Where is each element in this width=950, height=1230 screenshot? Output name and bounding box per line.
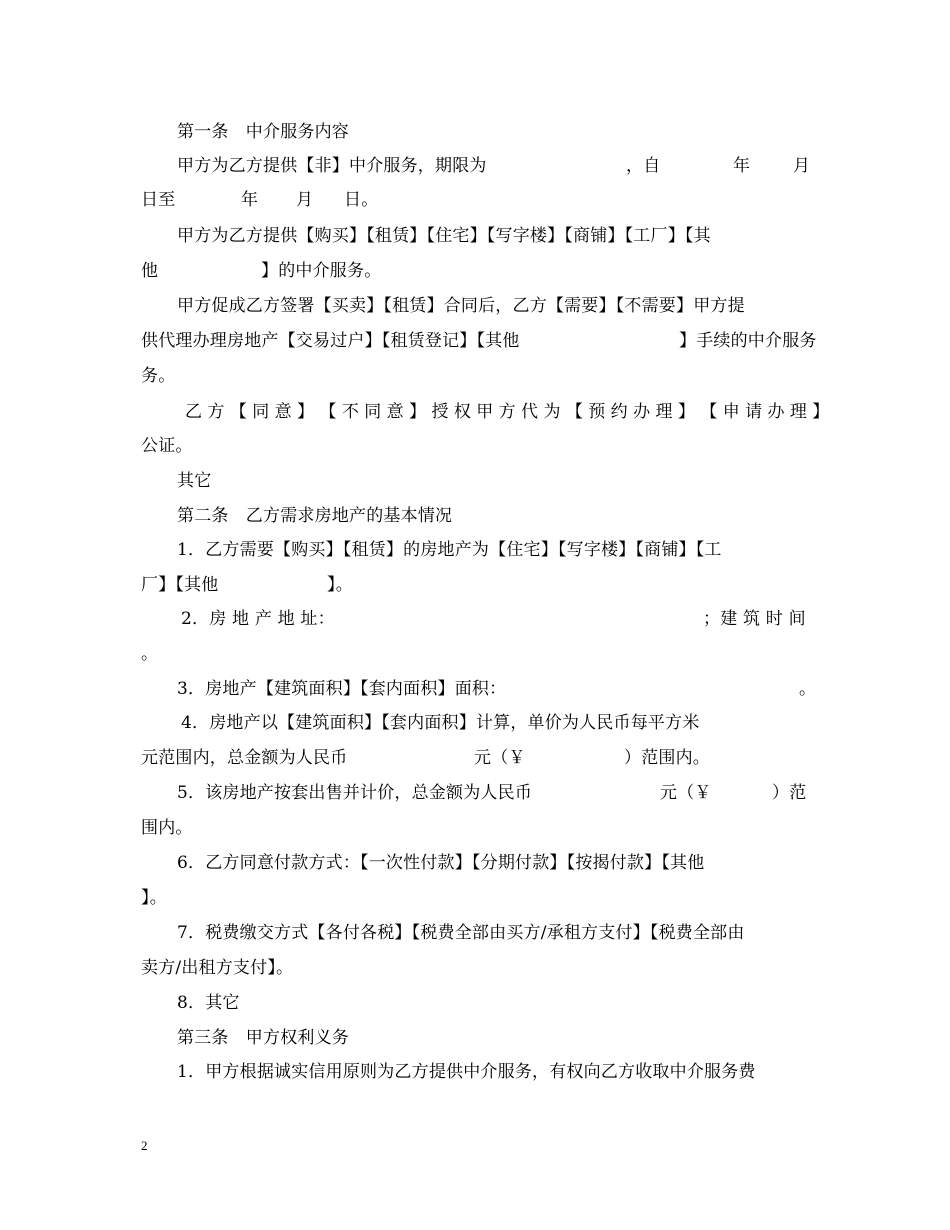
text-fragment: 2．房 地 产 地 址：	[181, 609, 335, 629]
text-line: 乙 方 【 同 意 】 【 不 同 意 】 授 权 甲 方 代 为 【 预 约 办 理 】 【 申 请 办 理 】	[185, 402, 830, 422]
text-fragment: 。	[141, 644, 159, 664]
text-fragment: ；建 筑 时 间	[703, 609, 806, 629]
text-line: 卖方/出租方支付】。	[141, 958, 294, 978]
text-fragment: 厂】【其他	[141, 575, 219, 595]
text-fragment: 年	[241, 190, 259, 210]
text-fragment: 他	[141, 261, 159, 281]
text-line: 务。	[141, 366, 176, 386]
text-fragment: 元（￥	[660, 783, 712, 803]
text-fragment: 】手续的中介服务	[679, 331, 817, 351]
text-fragment: ）范围内。	[624, 748, 710, 768]
text-fragment: 日。	[344, 190, 379, 210]
text-fragment: 】。	[327, 575, 353, 595]
text-fragment: 日至	[141, 190, 176, 210]
text-line: 公证。	[141, 436, 193, 456]
text-line: 1．乙方需要【购买】【租赁】的房地产为【住宅】【写字楼】【商铺】【工	[177, 540, 722, 560]
text-line: 4．房地产以【建筑面积】【套内面积】计算，单价为人民币每平方米	[181, 713, 700, 733]
text-fragment: 元（￥	[474, 748, 526, 768]
article-1-heading: 第一条 中介服务内容	[177, 122, 349, 142]
page-number: 2	[141, 1138, 148, 1153]
text-line: 】。	[141, 888, 167, 908]
text-line: 其它	[177, 471, 212, 491]
text-line: 7．税费缴交方式【各付各税】【税费全部由买方/承租方支付】【税费全部由	[177, 923, 745, 943]
text-line: 8．其它	[177, 993, 240, 1013]
text-fragment: 供代理办理房地产【交易过户】【租赁登记】【其他	[141, 331, 520, 351]
text-line: 甲方促成乙方签署【买卖】【租赁】合同后，乙方【需要】【不需要】甲方提	[177, 296, 745, 316]
text-fragment: 月	[793, 156, 811, 176]
text-line: 1．甲方根据诚实信用原则为乙方提供中介服务，有权向乙方收取中介服务费	[177, 1062, 756, 1082]
text-fragment: 月	[296, 190, 314, 210]
text-fragment: 。	[799, 679, 817, 699]
article-3-heading: 第三条 甲方权利义务	[177, 1028, 349, 1048]
text-fragment: 】的中介服务。	[261, 261, 382, 281]
text-fragment: 元范围内，总金额为人民币	[141, 748, 348, 768]
text-line: 甲方为乙方提供【非】中介服务，期限为	[177, 156, 487, 176]
text-fragment: ，自	[626, 156, 661, 176]
text-line: 围内。	[141, 818, 193, 838]
text-fragment: 5．该房地产按套出售并计价，总金额为人民币	[177, 783, 533, 803]
text-fragment: 3．房地产【建筑面积】【套内面积】面积：	[177, 679, 507, 699]
text-line: 甲方为乙方提供【购买】【租赁】【住宅】【写字楼】【商铺】【工厂】【其	[177, 226, 711, 246]
text-line: 6．乙方同意付款方式：【一次性付款】【分期付款】【按揭付款】【其他	[177, 853, 705, 873]
text-fragment: 年	[733, 156, 751, 176]
text-fragment: ）范	[772, 783, 807, 803]
article-2-heading: 第二条 乙方需求房地产的基本情况	[177, 506, 453, 526]
